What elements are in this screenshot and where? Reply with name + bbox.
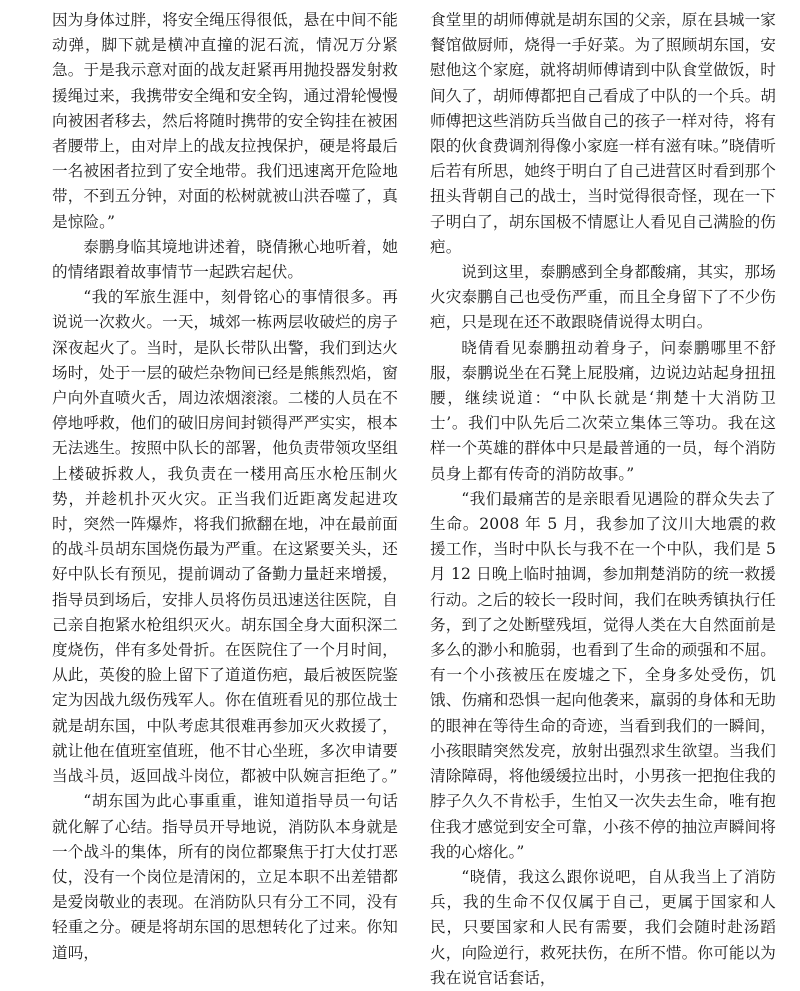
paragraph: “我的军旅生涯中，刻骨铭心的事情很多。再说说一次救火。一天，城郊一栋两层收破烂的房子深夜起火了。当时，是队长带队出警，我们到达火场时，处于一层的破烂杂物间已经是熊熊烈焰，窗户向外直喷火舌，周边浓烟滚滚。二楼的人员在不停地呼救，他们的破旧房间封锁得严严实实，根本无法逃生。按照中队长的部署，他负责带领攻坚组上楼破拆救人，我负责在一楼用高压水枪压制火势，并趁机扑灭火灾。正当我们近距离发起进攻时，突然一阵爆炸，将我们掀翻在地，冲在最前面的战斗员胡东国烧伤最为严重。在这紧要关头，还好中队长有预见，提前调动了备勤力量赶来增援，指导员到场后，安排人员将伤员迅速送往医院，自己亲自抱紧水枪组织灭火。胡东国全身大面积深二度烧伤，伴有多处骨折。在医院住了一个月时间，从此，英俊的脸上留下了道道伤疤，最后被医院鉴定为因战九级伤残军人。你在值班看见的那位战士就是胡东国，中队考虑其很难再参加灭火救援了，就让他在值班室值班，他不甘心坐班，多次申请要当战斗员，返回战斗岗位，都被中队婉言拒绝了。” [52, 288, 398, 786]
paragraph: 泰鹏身临其境地讲述着，晓倩揪心地听着，她的情绪跟着故事情节一起跌宕起伏。 [52, 237, 398, 282]
paragraph: 说到这里，泰鹏感到全身都酸痛，其实，那场火灾泰鹏自己也受伤严重，而且全身留下了不少伤疤，只是现在还不敢跟晓倩说得太明白。 [430, 263, 776, 332]
right-column [430, 8, 776, 987]
paragraph: 因为身体过胖，将安全绳压得很低，悬在中间不能动弹，脚下就是横冲直撞的泥石流，情况万分紧急。于是我示意对面的战友赶紧再用抛投器发射救援绳过来，我携带安全绳和安全钩，通过滑轮慢慢向被困者移去，然后将随时携带的安全钩挂在被困者腰带上，由对岸上的战友拉拽保护，硬是将最后一名被困者拉到了安全地带。我们迅速离开危险地带，不到五分钟，对面的松树就被山洪吞噬了，真是惊险。” [52, 11, 398, 231]
left-column [52, 8, 398, 962]
paragraph: “胡东国为此心事重重，谁知道指导员一句话就化解了心结。指导员开导地说，消防队本身就是一个战斗的集体，所有的岗位都聚焦于打大仗打恶仗，没有一个岗位是清闲的，立足本职不出差错都是爱岗敬业的表现。在消防队只有分工不同，没有轻重之分。硬是将胡东国的思想转化了过来。你知道吗， [52, 792, 398, 962]
paragraph: “我们最痛苦的是亲眼看见遇险的群众失去了生命。2008 年 5 月，我参加了汶川大地震的救援工作，当时中队长与我不在一个中队，我们是 5 月 12 日晚上临时抽调，参加荆楚消防的统一救援行动。之后的较长一段时间，我们在映秀镇执行任务，到了之处断壁残垣，觉得人类在大自然面前是多么的渺小和脆弱，也看到了生命的顽强和不屈。有一个小孩被压在废墟之下，全身多处受伤，饥饿、伤痛和恐惧一起向他袭来，羸弱的身体和无助的眼神在等待生命的奇迹，当看到我们的一瞬间，小孩眼睛突然发亮，放射出强烈求生欲望。当我们清除障碍，将他缓缓拉出时，小男孩一把抱住我的脖子久久不肯松手，生怕又一次失去生命，唯有抱住我才感觉到安全可靠，小孩不停的抽泣声瞬间将我的心熔化。” [430, 489, 776, 861]
paragraph: “晓倩，我这么跟你说吧，自从我当上了消防兵，我的生命不仅仅属于自己，更属于国家和人民，只要国家和人民有需要，我们会随时赴汤蹈火，向险逆行，救死扶伤，在所不惜。你可能以为我在说官话套话， [430, 867, 776, 987]
paragraph: 晓倩看见泰鹏扭动着身子，问泰鹏哪里不舒服，泰鹏说坐在石凳上屁股痛，边说边站起身扭扭腰，继续说道：“中队长就是‘荆楚十大消防卫士’。我们中队先后二次荣立集体三等功。我在这样一个英雄的群体中只是最普通的一员，每个消防员身上都有传奇的消防故事。” [430, 338, 776, 483]
paragraph: 食堂里的胡师傅就是胡东国的父亲，原在县城一家餐馆做厨师，烧得一手好菜。为了照顾胡东国，安慰他这个家庭，就将胡师傅请到中队食堂做饭，时间久了，胡师傅都把自己看成了中队的一个兵。胡师傅把这些消防兵当做自己的孩子一样对待，将有限的伙食费调剂得像小家庭一样有滋有味。”晓倩听后若有所思，她终于明白了自己进营区时看到那个扭头背朝自己的战士，当时觉得很奇怪，现在一下子明白了，胡东国极不情愿让人看见自己满脸的伤疤。 [430, 11, 776, 256]
